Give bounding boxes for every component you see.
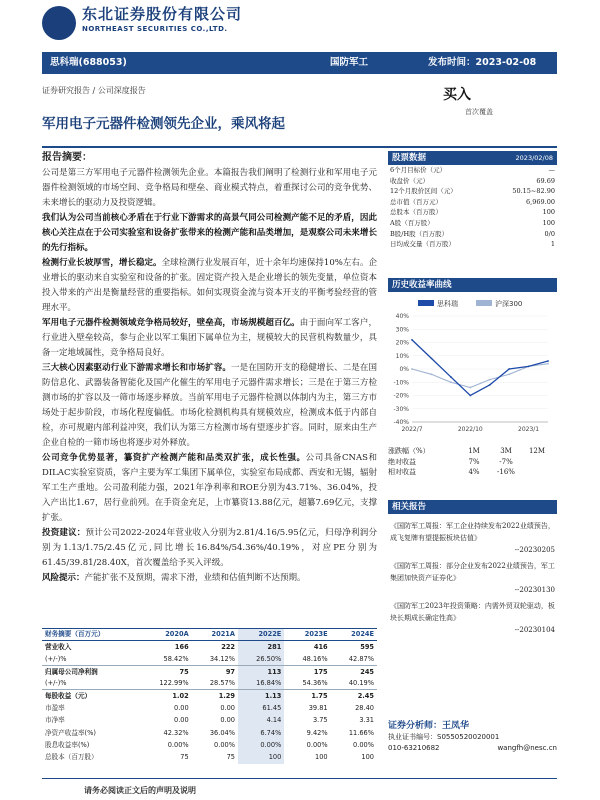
table-cell: 175: [284, 665, 330, 677]
breadcrumb: 证券研究报告 / 公司深度报告: [42, 86, 146, 95]
returns-cell: 4%: [468, 468, 480, 477]
series-point: [431, 373, 433, 375]
row-label: 市净率: [45, 716, 65, 725]
table-cell: 39.81: [308, 704, 328, 713]
table-cell: 28.57%: [209, 679, 235, 688]
row-label: (+/-)%: [45, 654, 67, 663]
title-divider: [42, 146, 557, 148]
related-date: --20230205: [514, 546, 555, 554]
table-cell: 75: [226, 753, 235, 762]
return-chart: [388, 292, 557, 442]
analyst-cert: 执业证书编号：S0550520020001: [388, 733, 500, 741]
table-cell: 1.02: [139, 690, 192, 702]
table-header-cell: 2024E: [331, 629, 377, 641]
series-point: [450, 381, 452, 383]
series-point: [547, 360, 549, 362]
stock-data-row: [388, 218, 557, 229]
row-label: 股息收益率(%): [45, 741, 90, 750]
table-cell: 1.29: [192, 690, 238, 702]
stock-data-key: 6个月目标价（元）: [390, 166, 447, 174]
related-panel: [388, 500, 557, 640]
legend-swatch: [476, 300, 492, 306]
series-line-stock: [412, 340, 548, 396]
table-cell: 11.66%: [348, 728, 374, 737]
related-report[interactable]: [390, 560, 555, 596]
table-cell: 0.00%: [238, 739, 284, 751]
row-label: 每股收益（元）: [42, 690, 139, 702]
table-row: [42, 665, 377, 677]
table-cell: 61.45: [238, 702, 284, 714]
para-3: 军用电子元器件检测领域竞争格局较好，壁垒高，市场规模超百亿。由于面向军工客户，行业进入壁垒较高，参与企业以军工集团下属单位为主，规模较大的民营机构数量少，具备一定地域属性，竞争格局良好。: [42, 318, 377, 358]
financial-summary-table: [42, 628, 377, 764]
company-name-en: NORTHEAST SECURITIES CO.,LTD.: [82, 25, 228, 33]
returns-cell: [522, 457, 552, 468]
series-point: [508, 368, 510, 370]
para-4: 三大核心因素驱动行业下游需求增长和市场扩容。一是在国防开支的稳健增长、二是在国防信息化、武器装备智能化及国产化催生的军用电子元器件需求增长；三是在于第三方检测市场的扩容以及一筛市场逐步释放。当前军用电子元器件检测以体制内为主，第三方市场处于起步阶段，市场化程度偏低。市场化检测机构具有规模效应，检测成本低于内部自检，亦可规避内部利益冲突，我们认为第三方检测市场有望逐步扩容。同时，原来由生产企业自检的一筛市场也将逐步对外释放。: [42, 363, 377, 448]
table-cell: 2.45: [331, 690, 377, 702]
table-cell: 40.19%: [348, 679, 374, 688]
table-cell: 1.13: [238, 690, 284, 702]
x-tick-label: 2022/10: [457, 426, 483, 433]
table-row: [42, 641, 377, 653]
stock-data-key: 收盘价（元）: [390, 176, 429, 185]
table-cell: 48.16%: [302, 654, 328, 663]
table-row: [42, 715, 377, 727]
row-label: (+/-)%: [45, 679, 67, 688]
table-row: [42, 739, 377, 751]
stock-data-heading: 股票数据 2023/02/08: [388, 151, 557, 165]
release-date: 发布时间：2023-02-08: [428, 57, 537, 68]
para-1: 我们认为公司当前核心矛盾在于行业下游需求的高景气同公司检测产能不足的矛盾，因此核心关注点在于公司实验室和设备扩张带来的检测产能和品类增加，是观察公司未来增长的先行指标。: [42, 213, 377, 253]
stock-data-value: 0/0: [544, 229, 555, 238]
related-list: [388, 520, 557, 636]
related-report[interactable]: [390, 600, 555, 636]
table-cell: 3.31: [359, 716, 374, 725]
legend-label: 沪深300: [495, 300, 523, 308]
table-cell: 0.00: [174, 704, 189, 713]
y-tick-label: 0%: [399, 366, 409, 373]
y-tick-label: 30%: [395, 326, 409, 334]
series-point: [411, 368, 413, 370]
table-cell: 100: [315, 753, 328, 762]
stock-data-row: [388, 186, 557, 197]
series-point: [489, 384, 491, 386]
company-logo: [42, 6, 76, 40]
table-header-cell: 2023E: [284, 629, 330, 641]
returns-cell: 3M: [500, 447, 512, 456]
table-cell: 3.75: [312, 716, 328, 725]
cover-note: 首次覆盖: [465, 108, 493, 116]
table-cell: 28.40: [355, 704, 374, 713]
row-label: 归属母公司净利润: [42, 665, 139, 677]
legend-label: 思科瑞: [437, 300, 458, 308]
stock-data-key: 12个月股价区间（元）: [390, 187, 457, 196]
table-cell: 166: [139, 641, 192, 653]
related-heading: 相关报告: [388, 500, 557, 514]
summary-body: [42, 166, 377, 586]
table-cell: 281: [238, 641, 284, 653]
table-row: [42, 702, 377, 714]
footer-note: 请务必阅读正文后的声明及说明: [84, 785, 196, 795]
table-cell: 100: [238, 751, 284, 763]
table-cell: 0.00%: [214, 741, 235, 750]
stock-data-value: 6,969.00: [526, 197, 555, 206]
legend-swatch: [418, 300, 434, 306]
stock-data-key: A股（百万股）: [390, 218, 434, 227]
returns-cell: [522, 467, 552, 478]
related-title: 《国防军工2023年投资策略：内需外贸双轮驱动，板块长期成长确定性高》: [390, 602, 555, 622]
table-row: [42, 690, 377, 702]
x-tick-label: 2023/1: [518, 426, 540, 433]
stock-data-row: [388, 176, 557, 187]
series-point: [450, 376, 452, 378]
series-point: [528, 365, 530, 367]
stock-data-row: [388, 239, 557, 250]
stock-name: 思科瑞(688053): [50, 57, 127, 68]
table-cell: 0.00%: [167, 741, 189, 750]
para-5: 公司竞争优势显著，纂资扩产检测产能和品类双扩张，成长性强。公司具备CNAS和DILAC实验室资质，客户主要为军工集团下属单位，实验室布局成都、西安和无锡，辐射军工生产重地。公司盈利能力强，2021年净利率和ROE分别为43.71%、36.04%，投入产出比1.67，居行业前列。在手资金充足，上市纂资13.88亿元，超纂7.69亿元，支撑扩张。: [42, 453, 377, 523]
y-tick-label: 20%: [395, 339, 409, 347]
returns-table: [388, 446, 557, 478]
table-cell: 0.00%: [306, 741, 328, 750]
returns-cell: 7%: [468, 457, 480, 466]
series-point: [469, 387, 471, 389]
table-cell: 36.04%: [209, 728, 235, 737]
returns-cell: -7%: [499, 457, 513, 466]
para-7: 风险提示：产能扩张不及预期，需求下滑，业绩和估值判断不达预期。: [42, 573, 306, 583]
table-cell: 58.42%: [163, 654, 189, 663]
trend-heading: 历史收益率曲线: [388, 278, 557, 292]
y-tick-label: -40%: [393, 419, 409, 426]
y-tick-label: 10%: [395, 352, 409, 360]
stock-data-row: [388, 229, 557, 240]
table-cell: 245: [331, 665, 377, 677]
related-date: --20230104: [514, 626, 555, 634]
stock-data-value: 1: [550, 240, 555, 249]
table-header-cell: 2021A: [192, 629, 238, 641]
table-cell: 34.12%: [209, 654, 235, 663]
table-cell: 595: [331, 641, 377, 653]
stock-data-row: [388, 197, 557, 208]
series-point: [431, 358, 433, 360]
y-tick-label: -30%: [393, 405, 409, 413]
series-point: [547, 363, 549, 365]
trend-panel: [388, 278, 557, 478]
table-cell: 1.75: [284, 690, 330, 702]
stock-data-panel: [388, 151, 557, 250]
table-cell: 9.42%: [306, 728, 328, 737]
stock-data-key: 日均成交量（百万股）: [390, 240, 455, 249]
row-label: 营业收入: [42, 641, 139, 653]
table-row: [42, 751, 377, 763]
rating: 买入: [443, 87, 471, 103]
returns-cell: 12M: [528, 447, 546, 456]
report-bar: [42, 52, 557, 74]
stock-data-value: 100: [542, 218, 555, 227]
stock-data-value: 50.15~82.90: [512, 187, 555, 196]
company-name: 东北证券股份有限公司: [82, 5, 243, 23]
footer-line: [42, 778, 557, 779]
row-label: 总股本（百万股）: [45, 753, 98, 762]
series-line-index: [412, 364, 548, 388]
table-cell: 222: [192, 641, 238, 653]
returns-row: [388, 467, 557, 478]
table-header-cell: 2020A: [139, 629, 192, 641]
returns-cell: 绝对收益: [388, 457, 416, 466]
returns-row: [388, 457, 557, 468]
analyst-email[interactable]: wangfh@nesc.cn: [497, 744, 557, 752]
returns-cell: -16%: [497, 468, 515, 477]
table-cell: 97: [192, 665, 238, 677]
series-point: [489, 379, 491, 381]
stock-data-key: B股/H股（百万股）: [390, 229, 449, 238]
table-cell: 75: [139, 665, 192, 677]
related-date: --20230130: [514, 586, 555, 594]
table-cell: 54.36%: [302, 679, 328, 688]
series-point: [469, 395, 471, 397]
summary-heading: 报告摘要：: [42, 152, 92, 163]
stock-data-value: —: [548, 166, 555, 174]
x-tick-label: 2022/7: [401, 426, 423, 433]
stock-data-key: 总市值（百万元）: [390, 197, 442, 206]
analyst-block: [388, 721, 557, 754]
table-cell: 42.87%: [348, 654, 374, 663]
analyst-name: 证券分析师：王凤华: [388, 721, 470, 731]
table-cell: 75: [180, 753, 189, 762]
table-cell: 26.50%: [238, 653, 284, 665]
table-cell: 113: [238, 665, 284, 677]
stock-data-row: [388, 207, 557, 218]
returns-cell: 涨跌幅（%）: [388, 447, 430, 456]
para-6: 投资建议：预计公司2022-2024年营业收入分别为2.81/4.16/5.95亿元，归母净利润分别为1.13/1.75/2.45亿元,同比增长16.84%/54.36%/40.19%，对应PE分别为61.45/39.81/28.40X，首次覆盖给予买入评级。: [42, 528, 377, 568]
series-point: [508, 373, 510, 375]
sector: 国防军工: [330, 57, 369, 68]
table-cell: 4.14: [238, 715, 284, 727]
table-cell: 416: [284, 641, 330, 653]
related-report[interactable]: [390, 520, 555, 556]
para-0: 公司是第三方军用电子元器件检测领先企业。本篇报告我们阐明了检测行业和军用电子元器件检测领域的市场空间、竞争格局和壁垒、商业模式特点，着重探讨公司的竞争优势、未来增长的驱动力及投资逻辑。: [42, 168, 377, 208]
table-cell: 0.00%: [353, 741, 374, 750]
table-cell: 0.00: [174, 716, 189, 725]
table-cell: 16.84%: [238, 678, 284, 690]
table-cell: 100: [361, 753, 374, 762]
table-header-cell: 财务摘要（百万元）: [42, 629, 139, 641]
table-cell: 42.32%: [163, 728, 189, 737]
y-tick-label: -20%: [393, 392, 409, 400]
returns-header: [388, 446, 557, 457]
table-row: [42, 653, 377, 665]
stock-data-value: 69.69: [536, 176, 555, 185]
returns-cell: 相对收益: [388, 468, 416, 477]
table-header-cell: 2022E: [238, 629, 284, 641]
para-2: 检测行业长坡厚雪，增长稳定。全球检测行业发展百年，近十余年均速保持10%左右。企业增长的驱动来自实验室和设备的扩张。固定资产投入是企业增长的领先变量，单位资本投入带来的产出是衡量经营的重要指标。如何实现资金流与资本开支的平衡考验经营的管理水平。: [42, 258, 377, 313]
table-row: [42, 727, 377, 739]
table-cell: 0.00: [220, 716, 235, 725]
row-label: 净资产收益率(%): [45, 728, 96, 737]
stock-data-row: [388, 165, 557, 176]
table-row: [42, 678, 377, 690]
stock-data-key: 总股本（百万股）: [390, 208, 442, 217]
related-title: 《国防军工周报：军工企业持续发布2022业绩预告，成飞复牌有望提振板块估值》: [390, 522, 555, 542]
series-point: [411, 339, 413, 341]
y-tick-label: 40%: [395, 313, 409, 320]
report-title: 军用电子元器件检测领先企业，乘风将起: [42, 116, 285, 132]
analyst-tel: 010-63210682: [388, 744, 440, 752]
related-title: 《国防军工周报：部分企业发布2022业绩预告，军工集团加快资产证券化》: [390, 562, 555, 582]
y-tick-label: -10%: [393, 379, 409, 387]
table-cell: 6.74%: [238, 727, 284, 739]
row-label: 市盈率: [45, 704, 65, 713]
stock-data-list: [388, 165, 557, 250]
returns-cell: 1M: [468, 447, 480, 456]
stock-data-value: 100: [542, 208, 555, 217]
table-cell: 122.99%: [159, 679, 189, 688]
table-cell: 0.00: [220, 704, 235, 713]
